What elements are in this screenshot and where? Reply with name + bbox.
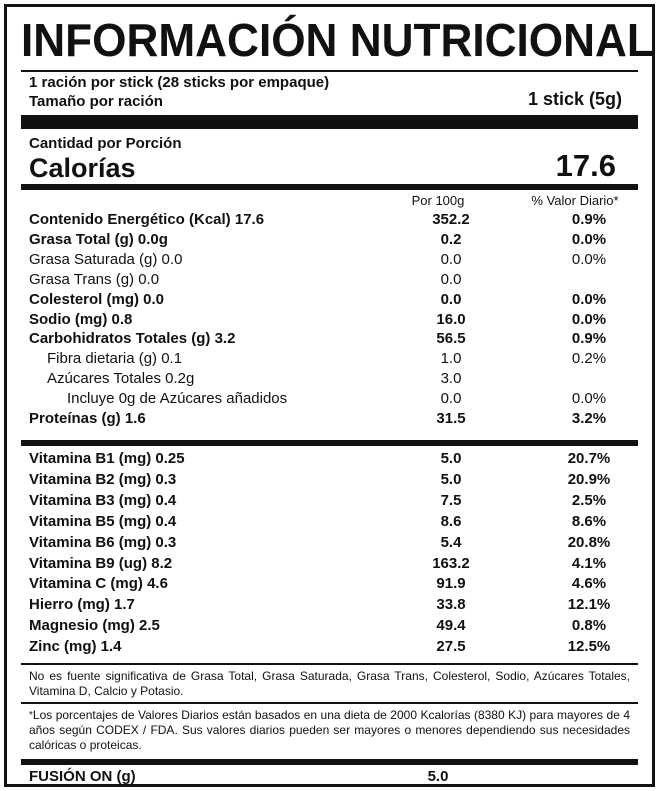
- vitamin-per-100g: 49.4: [436, 617, 466, 635]
- nutrient-row: [21, 311, 638, 331]
- nutrient-row: [21, 330, 638, 350]
- nutrient-row: [21, 410, 638, 430]
- nutrient-per-100g: 0.0: [440, 390, 462, 408]
- vitamin-name: Vitamina C (mg) 4.6: [29, 575, 168, 593]
- nutrient-name: Grasa Saturada (g) 0.0: [29, 250, 183, 268]
- vitamin-row: [21, 575, 638, 595]
- vitamin-row: [21, 555, 638, 575]
- nutrient-per-100g: 0.0: [440, 290, 462, 308]
- nutrient-row: [21, 370, 638, 390]
- nutrient-daily-value: 0.9%: [571, 211, 607, 228]
- panel-title: INFORMACIÓN NUTRICIONAL: [21, 14, 654, 66]
- vitamin-daily-value: 12.5%: [567, 638, 611, 656]
- vitamin-row: [21, 471, 638, 491]
- nutrient-per-100g: 56.5: [436, 330, 466, 348]
- vitamin-per-100g: 8.6: [440, 512, 462, 530]
- nutrient-name: Incluye 0g de Azúcares añadidos: [67, 390, 288, 408]
- nutrient-name: Colesterol (mg) 0.0: [29, 290, 165, 308]
- vitamin-per-100g: 91.9: [436, 575, 466, 593]
- not-significant-note: No es fuente significativa de Grasa Total, Grasa Saturada, Grasa Trans, Colesterol, Sodio, Azúcares Totales, Vitamina D, Calcio y Potasio.: [29, 669, 630, 698]
- nutrient-name: Proteínas (g) 1.6: [29, 410, 146, 427]
- vitamin-name: Vitamina B5 (mg) 0.4: [29, 512, 177, 530]
- nutrient-row: [21, 350, 638, 370]
- daily-value-footnote: [29, 708, 630, 753]
- amount-per-serving-label: Cantidad por Porción: [29, 135, 182, 152]
- fusion-on-label: FUSIÓN ON (g): [29, 768, 136, 785]
- vitamin-row: [21, 534, 638, 554]
- vitamins-divider: [21, 663, 638, 665]
- nutrient-name: Grasa Trans (g) 0.0: [29, 270, 160, 288]
- nutrient-name: Sodio (mg) 0.8: [29, 310, 133, 328]
- vitamin-name: Vitamina B6 (mg) 0.3: [29, 533, 177, 551]
- nutrients-divider: [21, 440, 638, 446]
- nutrient-row: [21, 251, 638, 271]
- vitamin-per-100g: 5.0: [440, 450, 462, 467]
- daily-value-header: % Valor Diario*: [531, 193, 619, 208]
- serving-size-value: 1 stick (5g): [527, 89, 622, 109]
- nutrient-name: Grasa Total (g) 0.0g: [29, 230, 168, 248]
- nutrient-daily-value: 0.9%: [571, 330, 607, 348]
- calories-value: 17.6: [555, 148, 616, 183]
- vitamin-name: Zinc (mg) 1.4: [29, 638, 122, 656]
- nutrient-per-100g: 0.0: [440, 270, 462, 288]
- vitamin-daily-value: 12.1%: [567, 596, 611, 614]
- vitamin-name: Vitamina B1 (mg) 0.25: [29, 450, 185, 467]
- nutrient-per-100g: 3.0: [440, 370, 462, 388]
- serving-divider: [21, 115, 638, 129]
- nutrient-row: [21, 231, 638, 251]
- nutrient-row: [21, 211, 638, 231]
- vitamin-name: Magnesio (mg) 2.5: [29, 617, 160, 635]
- nutrient-daily-value: 0.0%: [571, 310, 607, 328]
- nutrient-per-100g: 352.2: [432, 211, 470, 228]
- vitamin-daily-value: 4.6%: [571, 575, 607, 593]
- vitamin-row: [21, 617, 638, 637]
- vitamin-row: [21, 596, 638, 616]
- vitamin-per-100g: 5.4: [440, 533, 462, 551]
- vitamin-per-100g: 27.5: [436, 638, 466, 656]
- nutrient-row: [21, 390, 638, 410]
- vitamin-daily-value: 0.8%: [571, 617, 607, 635]
- nutrient-per-100g: 0.0: [440, 250, 462, 268]
- serving-size-label: Tamaño por ración: [29, 93, 163, 110]
- fusion-on-value: 5.0: [427, 768, 449, 785]
- note-divider: [21, 702, 638, 704]
- per-100g-header: Por 100g: [411, 193, 465, 208]
- servings-per-container: 1 ración por stick (28 sticks por empaque): [29, 74, 330, 91]
- nutrient-daily-value: 3.2%: [571, 410, 607, 427]
- vitamin-daily-value: 4.1%: [571, 554, 607, 572]
- vitamin-daily-value: 20.8%: [567, 533, 611, 551]
- vitamin-row: [21, 450, 638, 470]
- nutrition-facts-panel: [4, 4, 655, 787]
- nutrient-daily-value: 0.0%: [571, 290, 607, 308]
- vitamin-name: Vitamina B9 (ug) 8.2: [29, 554, 173, 572]
- nutrient-name: Azúcares Totales 0.2g: [47, 370, 195, 388]
- calories-divider: [21, 184, 638, 190]
- nutrient-per-100g: 31.5: [436, 410, 466, 427]
- vitamin-daily-value: 8.6%: [571, 512, 607, 530]
- vitamin-per-100g: 163.2: [432, 554, 470, 572]
- vitamin-name: Vitamina B2 (mg) 0.3: [29, 470, 177, 488]
- vitamin-per-100g: 7.5: [440, 491, 462, 509]
- vitamin-daily-value: 20.7%: [567, 450, 611, 467]
- nutrient-daily-value: 0.2%: [571, 350, 607, 368]
- nutrient-daily-value: 0.0%: [571, 390, 607, 408]
- vitamin-daily-value: 20.9%: [567, 470, 611, 488]
- vitamin-row: [21, 492, 638, 512]
- nutrient-row: [21, 271, 638, 291]
- nutrient-per-100g: 1.0: [440, 350, 462, 368]
- vitamin-per-100g: 5.0: [440, 470, 462, 488]
- footer-divider: [21, 759, 638, 765]
- vitamin-row: [21, 513, 638, 533]
- nutrient-daily-value: 0.0%: [571, 230, 607, 248]
- nutrient-name: Fibra dietaria (g) 0.1: [47, 350, 183, 368]
- nutrient-per-100g: 0.2: [440, 230, 462, 248]
- footnote-asterisk: *: [29, 710, 33, 721]
- calories-label: Calorías: [29, 153, 136, 183]
- nutrient-daily-value: 0.0%: [571, 250, 607, 268]
- nutrient-name: Carbohidratos Totales (g) 3.2: [29, 330, 236, 348]
- vitamin-name: Vitamina B3 (mg) 0.4: [29, 491, 177, 509]
- nutrient-per-100g: 16.0: [436, 310, 466, 328]
- nutrient-name: Contenido Energético (Kcal) 17.6: [29, 211, 265, 228]
- nutrient-row: [21, 291, 638, 311]
- vitamin-row: [21, 638, 638, 658]
- title-divider: [21, 70, 638, 72]
- footnote-text: Los porcentajes de Valores Diarios están basados en una dieta de 2000 Kcalorías (8380 KJ) para mayores de 4 años según CODEX / FDA. Sus valores diarios pueden ser mayores o menores dependiendo sus necesidades calóricas o proteicas.: [29, 708, 630, 752]
- vitamin-name: Hierro (mg) 1.7: [29, 596, 135, 614]
- vitamin-per-100g: 33.8: [436, 596, 466, 614]
- vitamin-daily-value: 2.5%: [571, 491, 607, 509]
